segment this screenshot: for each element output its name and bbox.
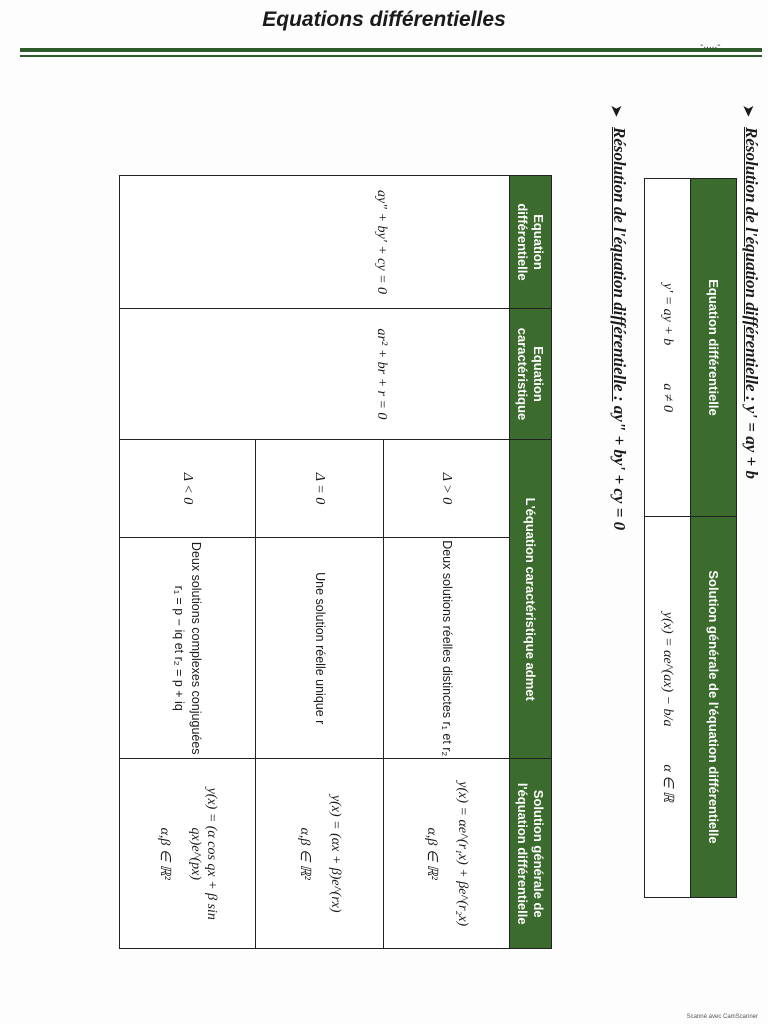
solution-domain: α,β ∈ ℝ²	[157, 827, 172, 880]
section1-heading-equation: y' = ay + b	[742, 401, 761, 479]
solution-formula: y(x) = (α cos qx + β sin qx)e^(px)	[188, 787, 219, 920]
solution-cell	[120, 759, 256, 949]
description-cell: Deux solutions complexes conjuguées r₁ = p − iq et r₂ = p + iq	[120, 538, 256, 759]
section1-row	[645, 179, 691, 898]
section1-equation-cell	[645, 179, 691, 517]
solution-formula: y(x) = (αx + β)e^(rx)	[328, 794, 343, 913]
section1-domain: α ∈ ℝ	[660, 764, 675, 803]
scanner-footer-note: Scanné avec CamScanner	[686, 1014, 758, 1020]
rotated-content	[47, 95, 761, 985]
solution-cell	[384, 759, 510, 949]
section2-col-header: Equation caractéristique	[510, 309, 552, 440]
section1-equation: y' = ay + b	[660, 282, 676, 346]
delta-cell: Δ < 0	[120, 440, 256, 538]
section1-col-header: Equation différentielle	[691, 179, 737, 517]
section2-heading-equation: ay" + by' + cy = 0	[610, 401, 629, 531]
section2-col-header: Solution générale de l'équation différentielle	[510, 759, 552, 949]
section1-condition: a ≠ 0	[660, 383, 676, 412]
solution-formula: y(x) = αe^(r₁x) + βe^(r₂x)	[455, 781, 470, 927]
section1-solution-cell	[645, 517, 691, 898]
section1-table	[644, 178, 737, 898]
bullet-chevron-icon: ➤	[741, 105, 757, 117]
section2-characteristic-cell: ar² + br + r = 0	[120, 309, 510, 440]
bullet-chevron-icon: ➤	[609, 105, 625, 117]
solution-cell	[256, 759, 384, 949]
section2-header-row	[510, 176, 552, 949]
section2-col-header: Equation différentielle	[510, 176, 552, 309]
rule-mark: -.....-	[700, 40, 721, 51]
section1-heading	[741, 127, 761, 479]
solution-domain: α,β ∈ ℝ²	[424, 827, 439, 880]
section1-col-header: Solution générale de l'équation différentielle	[691, 517, 737, 898]
description-cell: Une solution réelle unique r	[256, 538, 384, 759]
solution-domain: α,β ∈ ℝ²	[297, 827, 312, 880]
section2-heading-label: Résolution de l'équation différentielle :	[610, 127, 629, 402]
title-rule-thin	[20, 55, 762, 57]
delta-cell: Δ > 0	[384, 440, 510, 538]
section2-row-delta-positive	[384, 176, 510, 949]
page-title: Equations différentielles	[262, 8, 506, 31]
section2-heading	[609, 127, 629, 530]
description-cell: Deux solutions réelles distinctes r₁ et r₂	[384, 538, 510, 759]
section2-equation-cell: ay" + by' + cy = 0	[120, 176, 510, 309]
section1-header-row	[691, 179, 737, 898]
rotated-content-inner	[47, 95, 761, 985]
title-rule-thick	[20, 48, 762, 52]
delta-cell: Δ = 0	[256, 440, 384, 538]
section2-table	[119, 175, 552, 949]
section1-heading-label: Résolution de l'équation différentielle :	[742, 127, 761, 402]
section2-col-header: L'équation caractéristique admet	[510, 440, 552, 759]
section1-solution: y(x) = αe^(ax) − b/a	[660, 611, 675, 727]
